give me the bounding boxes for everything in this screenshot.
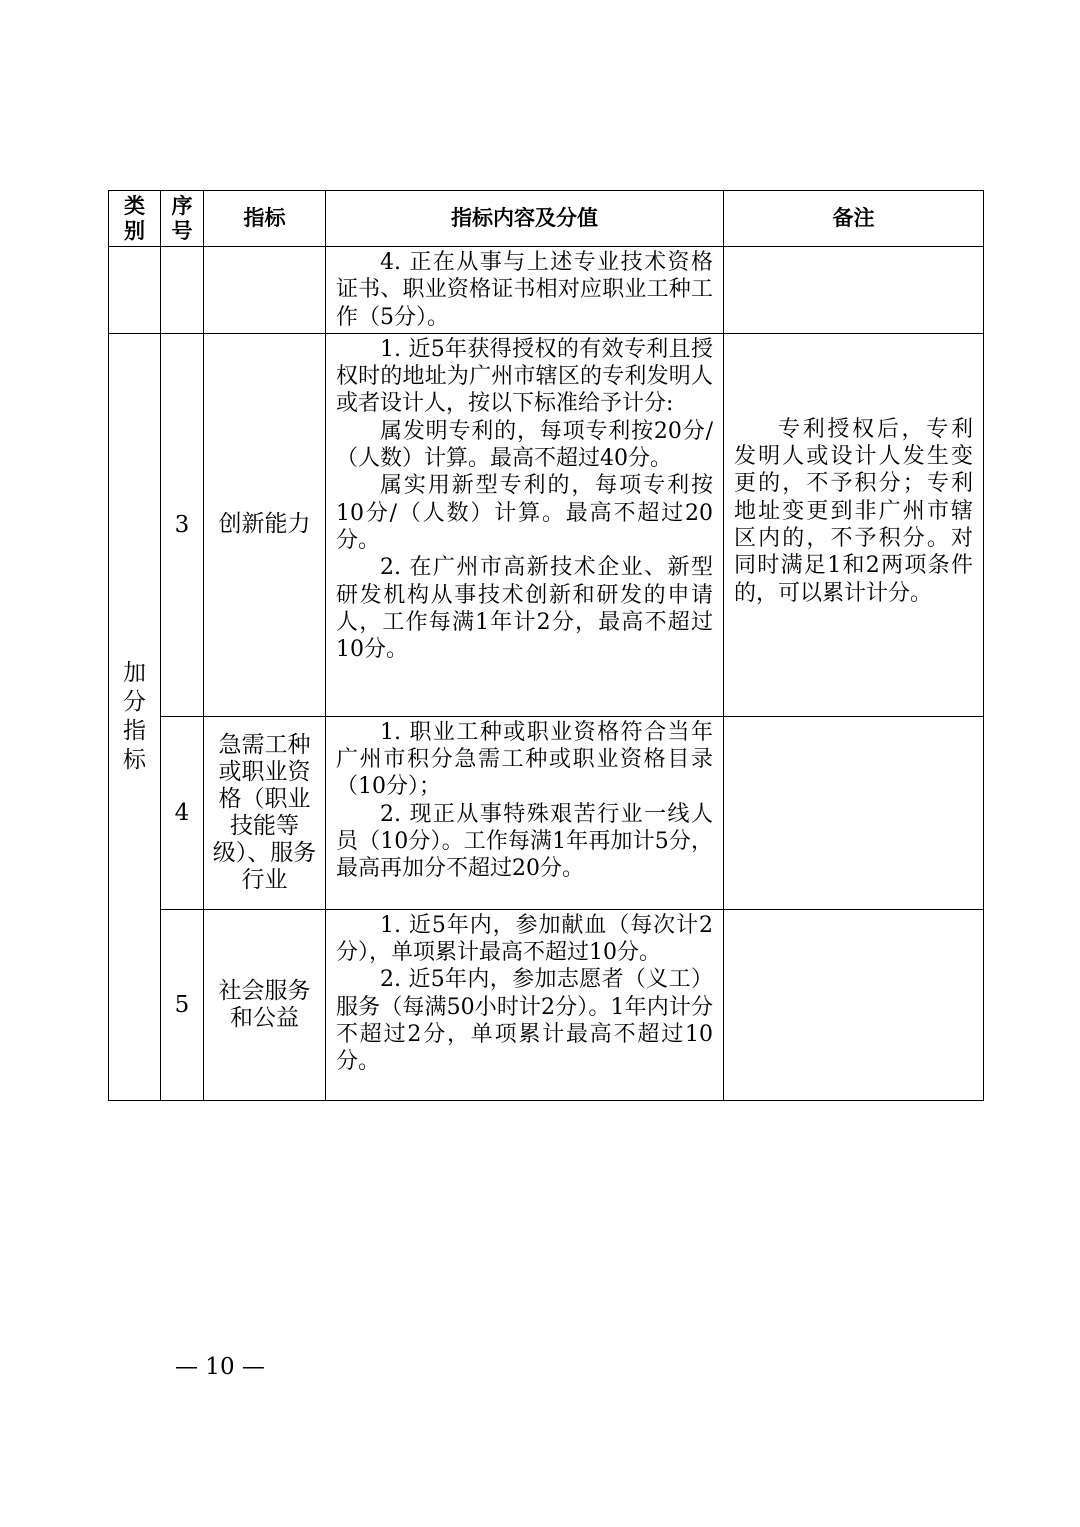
table-row: [109, 716, 984, 909]
cell-note-empty: [724, 247, 984, 334]
content-paragraph: 1. 职业工种或职业资格符合当年广州市积分急需工种或职业资格目录（10分）；: [336, 719, 714, 800]
cell-note: [724, 716, 984, 909]
content-paragraph: 2. 现正从事特殊艰苦行业一线人员（10分）。工作每满1年再加计5分，最高再加分不超过20分。: [336, 801, 714, 882]
content-paragraph: 4. 正在从事与上述专业技术资格证书、职业资格证书相对应职业工种工作（5分）。: [336, 250, 714, 330]
table-header-row: [109, 191, 984, 247]
content-paragraph: 2. 在广州市高新技术企业、新型研发机构从事技术创新和研发的申请人，工作每满1年计2分，最高不超过10分。: [336, 555, 714, 663]
cell-note: [724, 909, 984, 1100]
note-paragraph: 专利授权后，专利发明人或设计人发生变更的，不予积分；专利地址变更到非广州市辖区内的，不予积分。对同时满足1和2两项条件的，可以累计计分。: [734, 416, 973, 606]
header-category: 类别: [109, 191, 161, 247]
header-content: 指标内容及分值: [326, 191, 724, 247]
cell-seq-empty: [161, 247, 204, 334]
page-number: — 10 —: [175, 1354, 265, 1380]
cell-content: [326, 333, 724, 716]
category-label: 加分指标: [123, 659, 146, 773]
cell-content-continued: [326, 247, 724, 334]
indicator-table: [108, 190, 984, 1101]
cell-category-empty: [109, 247, 161, 334]
header-seq: 序号: [161, 191, 204, 247]
cell-indicator-empty: [204, 247, 326, 334]
header-note: 备注: [724, 191, 984, 247]
cell-content: [326, 909, 724, 1100]
content-paragraph: 1. 近5年内，参加献血（每次计2分），单项累计最高不超过10分。: [336, 912, 713, 966]
table-row-continued: [109, 247, 984, 334]
cell-seq: 4: [161, 716, 204, 909]
cell-category: [109, 333, 161, 1100]
content-paragraph: 1. 近5年获得授权的有效专利且授权时的地址为广州市辖区的专利发明人或者设计人，按以下标准给予计分:: [336, 336, 713, 417]
cell-note: [724, 333, 984, 716]
cell-content: [326, 716, 724, 909]
cell-seq: 5: [161, 909, 204, 1100]
cell-indicator: 急需工种或职业资格（职业技能等级）、服务行业: [204, 716, 326, 909]
content-paragraph: 2. 近5年内，参加志愿者（义工）服务（每满50小时计2分）。1年内计分不超过2分，单项累计最高不超过10分。: [336, 967, 713, 1075]
cell-seq: 3: [161, 333, 204, 716]
header-indicator: 指标: [204, 191, 326, 247]
cell-indicator: 社会服务和公益: [204, 909, 326, 1100]
cell-indicator: 创新能力: [204, 333, 326, 716]
table-row: [109, 333, 984, 716]
content-paragraph: 属实用新型专利的，每项专利按10分/（人数）计算。最高不超过20分。: [336, 473, 713, 553]
table-row: [109, 909, 984, 1100]
content-paragraph: 属发明专利的，每项专利按20分/（人数）计算。最高不超过40分。: [336, 418, 713, 472]
